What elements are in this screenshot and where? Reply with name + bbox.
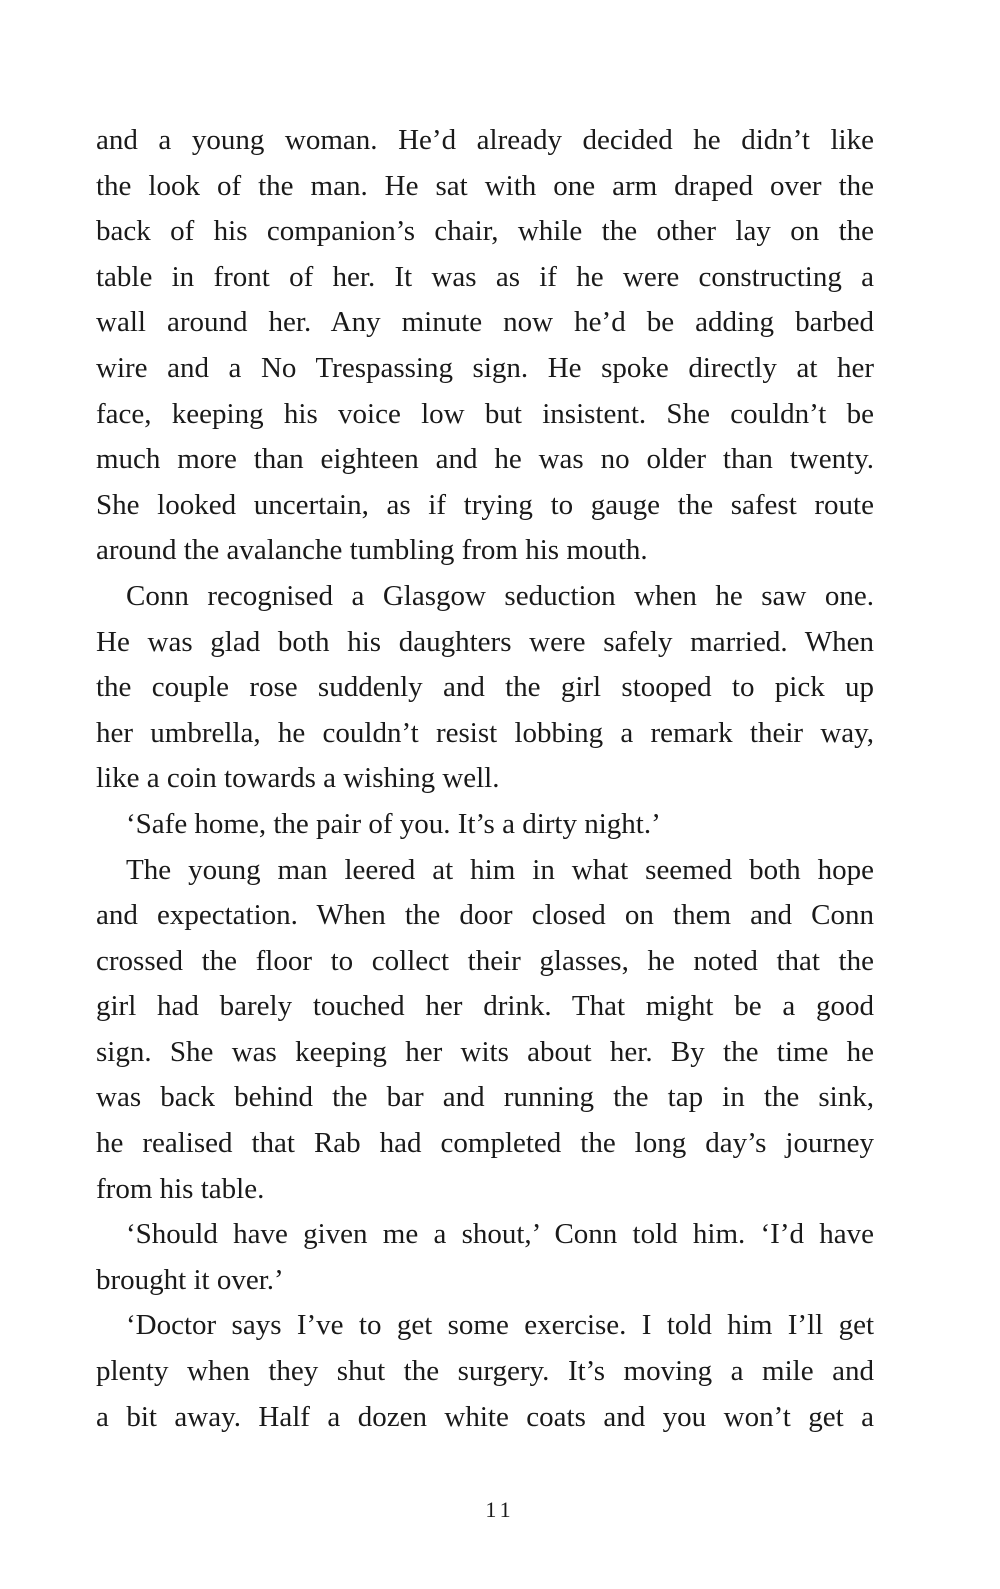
text-line: face, keeping his voice low but insistent. She couldn’t be xyxy=(96,397,874,430)
paragraph xyxy=(96,574,874,802)
paragraph xyxy=(96,118,874,574)
text-line: her umbrella, he couldn’t resist lobbing a remark their way, xyxy=(96,716,874,749)
text-line: wire and a No Trespassing sign. He spoke directly at her xyxy=(96,351,874,384)
text-line: from his table. xyxy=(96,1172,265,1205)
text-line: table in front of her. It was as if he were constructing a xyxy=(96,260,874,293)
page-number: 11 xyxy=(485,1497,515,1522)
page-body xyxy=(96,118,874,1440)
paragraph xyxy=(96,1303,874,1440)
text-line: Conn recognised a Glasgow seduction when he saw one. xyxy=(126,579,874,612)
text-line: ‘Doctor says I’ve to get some exercise. I told him I’ll get xyxy=(126,1309,874,1342)
text-line: sign. She was keeping her wits about her. By the time he xyxy=(96,1035,874,1068)
text-line: around the avalanche tumbling from his mouth. xyxy=(96,534,648,567)
text-line: He was glad both his daughters were safely married. When xyxy=(96,625,874,658)
text-line: ‘Should have given me a shout,’ Conn told him. ‘I’d have xyxy=(126,1218,874,1251)
paragraph xyxy=(96,802,874,848)
text-line: plenty when they shut the surgery. It’s moving a mile and xyxy=(96,1355,874,1388)
text-line: much more than eighteen and he was no older than twenty. xyxy=(96,443,874,476)
paragraph xyxy=(96,1212,874,1303)
text-line: he realised that Rab had completed the long day’s journey xyxy=(96,1127,874,1160)
text-line: back of his companion’s chair, while the other lay on the xyxy=(96,215,874,248)
text-line: girl had barely touched her drink. That might be a good xyxy=(96,990,874,1023)
text-line: The young man leered at him in what seemed both hope xyxy=(126,853,874,886)
text-line: a bit away. Half a dozen white coats and you won’t get a xyxy=(96,1400,874,1433)
paragraph xyxy=(96,848,874,1213)
text-line: like a coin towards a wishing well. xyxy=(96,762,500,795)
text-line: She looked uncertain, as if trying to gauge the safest route xyxy=(96,488,874,521)
text-line: and expectation. When the door closed on them and Conn xyxy=(96,899,874,932)
text-line: ‘Safe home, the pair of you. It’s a dirty night.’ xyxy=(126,807,661,840)
text-line: wall around her. Any minute now he’d be adding barbed xyxy=(96,306,874,339)
text-line: was back behind the bar and running the tap in the sink, xyxy=(96,1081,874,1114)
text-line: the couple rose suddenly and the girl stooped to pick up xyxy=(96,671,874,704)
text-line: the look of the man. He sat with one arm draped over the xyxy=(96,169,874,202)
text-line: crossed the floor to collect their glasses, he noted that the xyxy=(96,944,874,977)
text-line: brought it over.’ xyxy=(96,1263,284,1296)
text-line: and a young woman. He’d already decided he didn’t like xyxy=(96,124,874,156)
